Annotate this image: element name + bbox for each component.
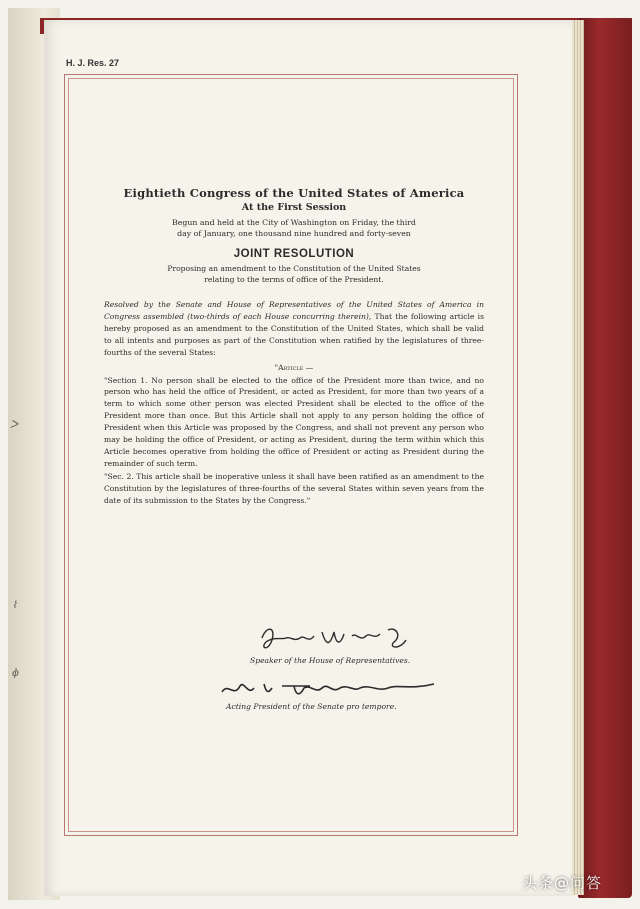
margin-mark-3: ɸ (12, 668, 19, 679)
begun-line-2: day of January, one thousand nine hundred and forty-seven (177, 229, 411, 238)
document-body (104, 186, 484, 507)
speaker-caption: Speaker of the House of Representatives. (250, 656, 411, 665)
proposing-line-2: relating to the terms of office of the President. (204, 275, 384, 284)
begun-line-1: Begun and held at the City of Washington on Friday, the third (172, 218, 416, 227)
resolved-clause (104, 299, 484, 359)
session-heading: At the First Session (241, 202, 347, 213)
section-2: "Sec. 2. This article shall be inoperative unless it shall have been ratified as an amendment to the Constitution by the legislatures of three-fourths of the several States within seven years from the date of its submission to the States by the Congress." (104, 471, 484, 505)
resolved-text: That the following article is hereby proposed as an amendment to the Constitution of the United States, which shall be valid to all intents and purposes as part of the Constitution when ratified by the legislatures of three-fourths of the several States: (104, 311, 485, 357)
resolution-number: H. J. Res. 27 (66, 58, 120, 68)
article-heading: "Article — (274, 362, 314, 372)
section-1: "Section 1. No person shall be elected to the office of the President more than twice, and no person who has held the office of President, or acted as President, for more than two years of a term to which some other person was elected President shall be elected to the office of the President more than once. But this Article shall not apply to any person holding the office of President when this Article was proposed by the Congress, and shall not prevent any person who may be holding the office of President, or acting as President, during the term within which this Article becomes operative from holding the office of President or acting as President during the remainder of such term. (104, 375, 484, 468)
proposing-line-1: Proposing an amendment to the Constitution of the United States (167, 264, 421, 273)
margin-mark-2: ⌇ (12, 600, 17, 611)
resolved-italic: Resolved by the Senate and House of Representatives of the United States of America in Congress assembled (two-thirds of each House concurring therein), (104, 300, 484, 321)
margin-mark-1: ᐳ (10, 418, 19, 431)
book-cover-spine (578, 18, 632, 898)
congress-heading: Eightieth Congress of the United States of America (123, 186, 465, 200)
watermark: 头条@问答 (522, 874, 603, 892)
speaker-signature (256, 620, 416, 656)
document-title: JOINT RESOLUTION (233, 248, 355, 260)
senate-caption: Acting President of the Senate pro tempore. (226, 702, 397, 711)
senate-signature (220, 678, 440, 704)
